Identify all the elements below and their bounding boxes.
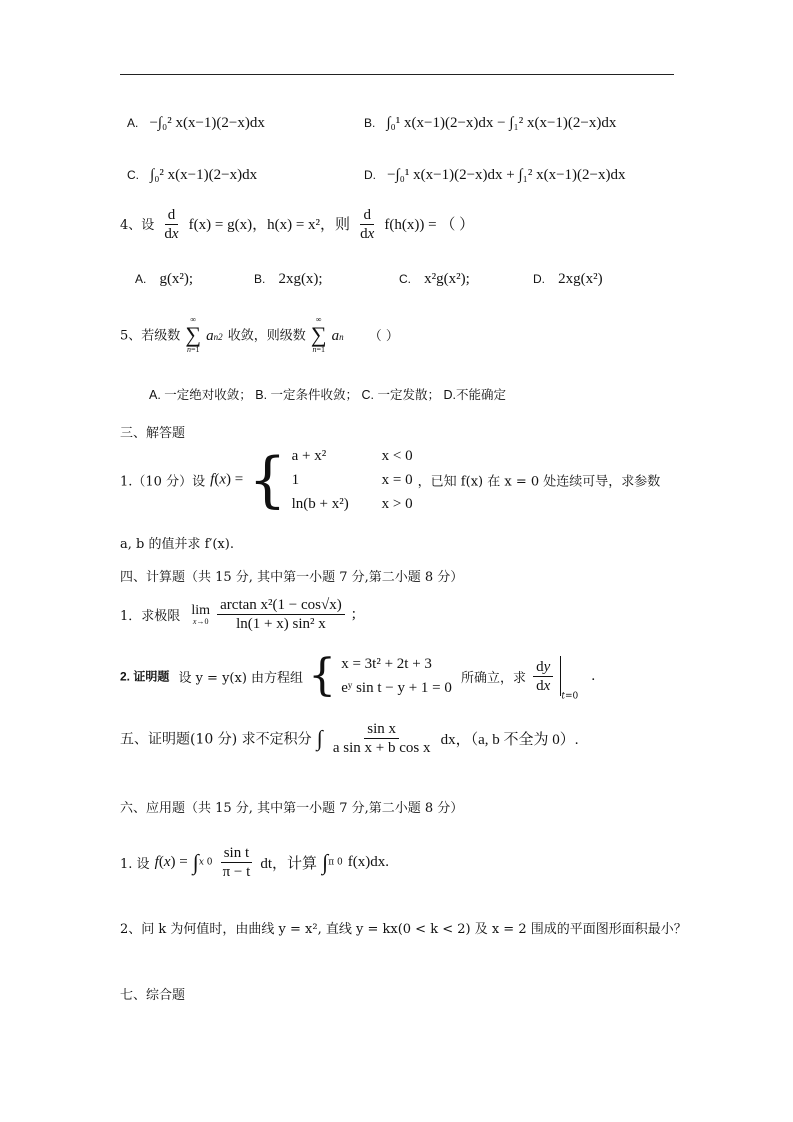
limit-symbol: lim x→0 [191, 602, 211, 627]
fraction-numerator: sin t [221, 844, 252, 863]
section-3-title: 三、解答题 [120, 426, 186, 441]
end-period: . [591, 667, 596, 684]
header-rule [120, 74, 674, 75]
option-label: C. [399, 272, 411, 286]
case-cond: x < 0 [381, 448, 413, 464]
question-prefix: 1．求极限 [120, 609, 181, 624]
option-expr: ∫₀² x(x−1)(2−x)dx [150, 167, 258, 183]
question-text: ，已知 f(x) 在 x = 0 处连续可导，求参数 [417, 474, 661, 490]
section-3-question-1: 1.（10 分）设 f(x) = { a + x² x < 0 1 x = 0 ln(b + x²) x > 0 ，已知 f(x) 在 x = 0 处连续可导，求参数 [120, 445, 661, 515]
case-expr: ln(b + x²) [291, 496, 349, 512]
integral-symbol: ∫ [322, 849, 329, 875]
option-expr: ∫₀¹ x(x−1)(2−x)dx − ∫₁² x(x−1)(2−x)dx [386, 115, 617, 131]
option-label: D. [533, 272, 545, 286]
integral-symbol: ∫ [316, 725, 323, 751]
q5-options: A. 一定绝对收敛； B. 一定条件收敛； C. 一定发散； D.不能确定 [149, 388, 506, 402]
option-4b [254, 268, 323, 288]
question-5: 5、若级数 ∞ ∑ n=1 an2 收敛，则级数 ∞ ∑ n=1 an （ ） [120, 315, 399, 354]
case-cond: x = 0 [381, 472, 413, 488]
series-sum-symbol: ∞ ∑ n=1 [310, 315, 327, 354]
section-6-question-2: 2、问 k 为何值时，由曲线 y = x², 直线 y = kx(0 < k < 2) 及 x = 2 围成的平面图形面积最小？ [120, 922, 687, 937]
case-cond: x > 0 [381, 496, 413, 512]
system-equation: eʸ sin t − y + 1 = 0 [341, 680, 452, 696]
question-text: f(x)dx. [347, 854, 390, 870]
question-text: 所确立，求 [460, 670, 526, 686]
question-text: f(h(x)) = （ ） [384, 217, 475, 233]
section-text: 五、证明题(10 分) 求不定积分 [120, 731, 312, 748]
option-expr: −∫₀² x(x−1)(2−x)dx [149, 115, 265, 131]
option-3a [127, 112, 265, 132]
option-label: D. [364, 168, 376, 182]
derivative-fraction: $\frac{d}{dx}$ [164, 207, 179, 242]
option-label: A. [135, 272, 147, 286]
case-expr: a + x² [291, 448, 327, 464]
option-3c [127, 164, 257, 184]
derivative-fraction: $\frac{dy}{dx}$ [533, 658, 553, 695]
integral-symbol: ∫ [192, 849, 199, 875]
derivative-fraction: $\frac{d}{dx}$ [360, 207, 375, 242]
question-text: dt，计算 [260, 856, 318, 872]
section-7-title: 七、综合题 [120, 988, 186, 1003]
left-brace: { [308, 650, 337, 701]
option-3d [364, 164, 625, 184]
section-4-question-2: 2. 证明题 设 y = y(x) 由方程组 { x = 3t² + 2t + 3 eʸ sin t − y + 1 = 0 所确立，求 $\frac{dy}{dx}$ $_{t=0}$ . [120, 650, 596, 702]
question-number: 4、设 [120, 218, 155, 233]
option-expr: 2xg(x²) [558, 271, 603, 287]
option-4d [533, 268, 603, 288]
integrand-fraction [220, 844, 254, 881]
option-4c [399, 268, 470, 288]
question-prefix: 1. 设 [120, 857, 150, 872]
fraction-numerator: arctan x²(1 − cos√x) [217, 596, 345, 615]
question-prefix: 2. 证明题 [120, 669, 170, 684]
section-6-question-1: 1. 设 f(x) = ∫x 0 $\frac{\text{sin t}}{\pi - t}$ dt，计算 ∫π 0 f(x)dx. [120, 845, 390, 880]
section-4-question-1: 1．求极限 lim x→0 $\frac{\text{arctan x²(1 − cos√x)}}{\text{ln(1 + x) sin² x}}$ ; [120, 597, 356, 632]
option-label: C. [127, 168, 139, 182]
option-4a [135, 268, 193, 288]
fraction-numerator: sin x [364, 720, 399, 739]
question-4 [120, 206, 474, 243]
integrand-fraction [330, 720, 434, 757]
option-label: A. [127, 116, 139, 130]
question-number: 5、若级数 [120, 328, 181, 344]
question-continuation: a, b 的值并求 f′(x). [120, 537, 234, 552]
option-3b [364, 112, 616, 132]
question-text: 收敛，则级数 [227, 328, 306, 344]
answer-blank: （ ） [368, 328, 399, 344]
option-expr: g(x²); [159, 271, 194, 287]
series-sum-symbol: ∞ ∑ n=1 [185, 315, 202, 354]
piecewise-cases [292, 444, 413, 516]
system-equation: x = 3t² + 2t + 3 [341, 656, 432, 672]
question-prefix: 1.（10 分）设 [120, 474, 206, 490]
equation-system [341, 652, 452, 700]
fraction-denominator: a sin x + b cos x [332, 740, 431, 756]
case-expr: 1 [291, 472, 300, 488]
section-6-title: 六、应用题（共 15 分, 其中第一小题 7 分,第二小题 8 分） [120, 801, 464, 816]
option-expr: x²g(x²); [424, 271, 470, 287]
option-expr: 2xg(x); [278, 271, 323, 287]
option-label: B. [254, 272, 266, 286]
limit-fraction [217, 596, 345, 633]
fraction-denominator: π − t [222, 864, 251, 880]
fraction-denominator: ln(1 + x) sin² x [236, 616, 326, 632]
section-4-title: 四、计算题（共 15 分, 其中第一小题 7 分,第二小题 8 分） [120, 570, 464, 585]
section-5 [120, 720, 579, 757]
section-tail: dx，（a, b 不全为 0）. [440, 732, 579, 748]
question-text: 设 y = y(x) 由方程组 [178, 670, 304, 686]
left-brace: { [248, 445, 287, 515]
question-text: f(x) = g(x)，h(x) = x²，则 [188, 217, 351, 233]
option-expr: −∫₀¹ x(x−1)(2−x)dx + ∫₁² x(x−1)(2−x)dx [387, 167, 626, 183]
option-label: B. [364, 116, 376, 130]
